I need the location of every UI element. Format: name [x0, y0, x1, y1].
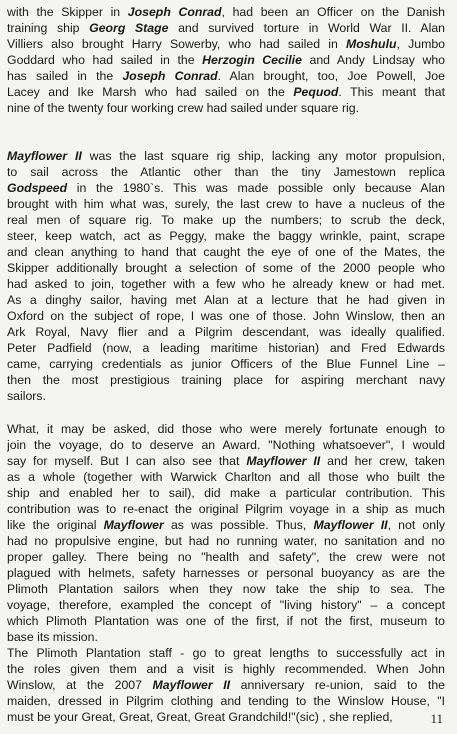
text-run: , had been an Officer on the Danish: [221, 5, 445, 19]
text-line: [7, 228, 445, 244]
text-line: [7, 613, 445, 629]
ship-name: Pequod: [293, 85, 339, 99]
ship-name: Mayflower II: [246, 454, 321, 468]
text-line: [7, 629, 445, 645]
text-run: The Plimoth Plantation staff - go to great lengths to successfully act in: [7, 646, 445, 660]
text-line: [7, 212, 445, 228]
text-line: [7, 645, 445, 661]
text-run: then the most prestigious training place for aspiring merchant navy: [7, 373, 445, 387]
text-line: [7, 36, 445, 52]
text-run: which Plimoth Plantation was one of the first, if not the first, museum to: [7, 614, 445, 628]
text-run: What, it may be asked, did those who were merely fortunate enough to: [7, 422, 445, 436]
text-line: [7, 20, 445, 36]
text-line: [7, 693, 445, 709]
text-line: [7, 276, 445, 292]
paragraph-2: [7, 148, 445, 404]
text-line: [7, 549, 445, 565]
text-run: as a whole (together with Warwick Charlton and all those who built the: [7, 470, 445, 484]
text-run: . This meant that: [338, 85, 445, 99]
ship-name: Joseph Conrad: [122, 69, 218, 83]
text-line: [7, 581, 445, 597]
text-run: and clean anything to hand that caught the eye of one of the Mates, the: [7, 245, 445, 259]
text-run: proper galley. There being no "health and safety", the crew were not: [7, 550, 445, 564]
text-line: [7, 148, 445, 164]
text-run: must be your Great, Great, Great, Great Grandchild!"(sic) , she replied,: [7, 710, 393, 724]
text-line: [7, 324, 445, 340]
text-line: [7, 4, 445, 20]
text-line: [7, 421, 445, 437]
text-line: [7, 709, 445, 725]
text-run: had no propulsive engine, but had no running water, no sanitation and no: [7, 534, 445, 548]
text-run: voyage, therefore, exampled the concept of "living history" – a concept: [7, 598, 445, 612]
text-line: [7, 52, 445, 68]
text-run: had asked to join, together with a few who he already knew or had met.: [7, 277, 445, 291]
text-run: and survived torture in World War II. Alan: [168, 21, 445, 35]
text-line: [7, 164, 445, 180]
ship-name: Godspeed: [7, 181, 68, 195]
text-run: . Alan brought, too, Joe Powell, Joe: [217, 69, 445, 83]
text-run: sailors.: [7, 389, 46, 403]
text-run: and Andy Lindsay who: [301, 53, 445, 67]
text-run: Plimoth Plantation sailors when they now take the ship to sea. The: [7, 582, 445, 596]
text-line: [7, 84, 445, 100]
text-run: has sailed in the: [7, 69, 123, 83]
text-line: [7, 372, 445, 388]
text-run: base its mission.: [7, 630, 98, 644]
text-run: real men of square rig. To make up the numbers; to scrub the deck,: [7, 213, 445, 227]
text-line: [7, 597, 445, 613]
text-line: [7, 180, 445, 196]
ship-name: Mayflower II: [7, 149, 82, 163]
text-run: Oxford on the subject of rope, I was one of those. John Winslow, then an: [7, 309, 445, 323]
text-line: [7, 100, 445, 116]
text-run: steer, keep watch, act as Peggy, make the baggy wrinkle, paint, scrape: [7, 229, 445, 243]
text-run: maiden, dressed in Pilgrim clothing and tending to the Winslow House, "I: [7, 694, 445, 708]
text-line: [7, 196, 445, 212]
text-run: contribution was to re-enact the original Pilgrim voyage in a ship as much: [7, 502, 445, 516]
text-line: [7, 565, 445, 581]
text-run: was the last square rig ship, lacking any motor propulsion,: [81, 149, 445, 163]
paragraph-3: [7, 421, 445, 645]
text-run: Goddard who had sailed in the: [7, 53, 203, 67]
text-run: anniversary re-union, said to the: [230, 678, 445, 692]
text-line: [7, 260, 445, 276]
ship-name: Mayflower II: [313, 518, 388, 532]
text-line: [7, 340, 445, 356]
text-run: , not only: [387, 518, 445, 532]
text-line: [7, 517, 445, 533]
text-run: in the 1980`s. This was made possible only because Alan: [67, 181, 445, 195]
text-run: Lacey and Ike Marsh who had sailed on the: [7, 85, 294, 99]
text-run: Villiers also brought Harry Sowerby, who had sailed in: [7, 37, 346, 51]
text-run: , Jumbo: [396, 37, 445, 51]
text-run: say for myself. But I can also see that: [7, 454, 247, 468]
ship-name: Mayflower: [103, 518, 164, 532]
text-run: training ship: [7, 21, 90, 35]
paragraph-1: [7, 4, 445, 116]
text-run: Winslow, at the 2007: [7, 678, 153, 692]
ship-name: Joseph Conrad: [127, 5, 222, 19]
ship-name: Mayflower II: [152, 678, 231, 692]
text-run: join the voyage, do to deserve an Award. "Nothing whatsoever", I would: [7, 438, 445, 452]
text-line: [7, 453, 445, 469]
text-line: [7, 388, 445, 404]
text-line: [7, 68, 445, 84]
ship-name: Herzogin Cecilie: [202, 53, 302, 67]
text-run: As a dinghy sailor, having met Alan at a lecture that he had given in: [7, 293, 445, 307]
text-run: came, carrying credentials as junior Officers of the Blue Funnel Line –: [7, 357, 445, 371]
text-run: nine of the twenty four working crew had sailed under square rig.: [7, 101, 360, 115]
text-line: [7, 292, 445, 308]
text-run: brought with him what was, surely, the last crew to have a nucleus of the: [7, 197, 445, 211]
ship-name: Georg Stage: [89, 21, 169, 35]
text-run: like the original: [7, 518, 104, 532]
text-line: [7, 437, 445, 453]
text-run: Skipper additionally brought a selection of some of the 2000 people who: [7, 261, 445, 275]
page-number: 11: [430, 711, 443, 726]
ship-name: Moshulu: [345, 37, 397, 51]
text-run: and her crew, taken: [320, 454, 445, 468]
text-run: Peter Padfield (now, a leading maritime historian) and Fred Edwards: [7, 341, 445, 355]
text-line: [7, 677, 445, 693]
text-run: plagued with helmets, safety harnesses or personal buoyancy as are the: [7, 566, 445, 580]
text-run: as was possible. Thus,: [163, 518, 314, 532]
text-line: [7, 501, 445, 517]
text-line: [7, 485, 445, 501]
text-run: Ark Royal, Navy flier and a Pilgrim descendant, was ideally qualified.: [7, 325, 445, 339]
text-line: [7, 308, 445, 324]
text-line: [7, 469, 445, 485]
text-run: ship and enabled her to sail), did make a particular contribution. This: [7, 486, 445, 500]
paragraph-4: [7, 645, 445, 725]
text-run: to sail across the Atlantic other than the tiny Jamestown replica: [7, 165, 445, 179]
text-line: [7, 356, 445, 372]
text-line: [7, 661, 445, 677]
text-run: the roles given them and a visit is highly recommended. When John: [7, 662, 445, 676]
text-run: with the Skipper in: [7, 5, 128, 19]
text-line: [7, 244, 445, 260]
text-line: [7, 533, 445, 549]
